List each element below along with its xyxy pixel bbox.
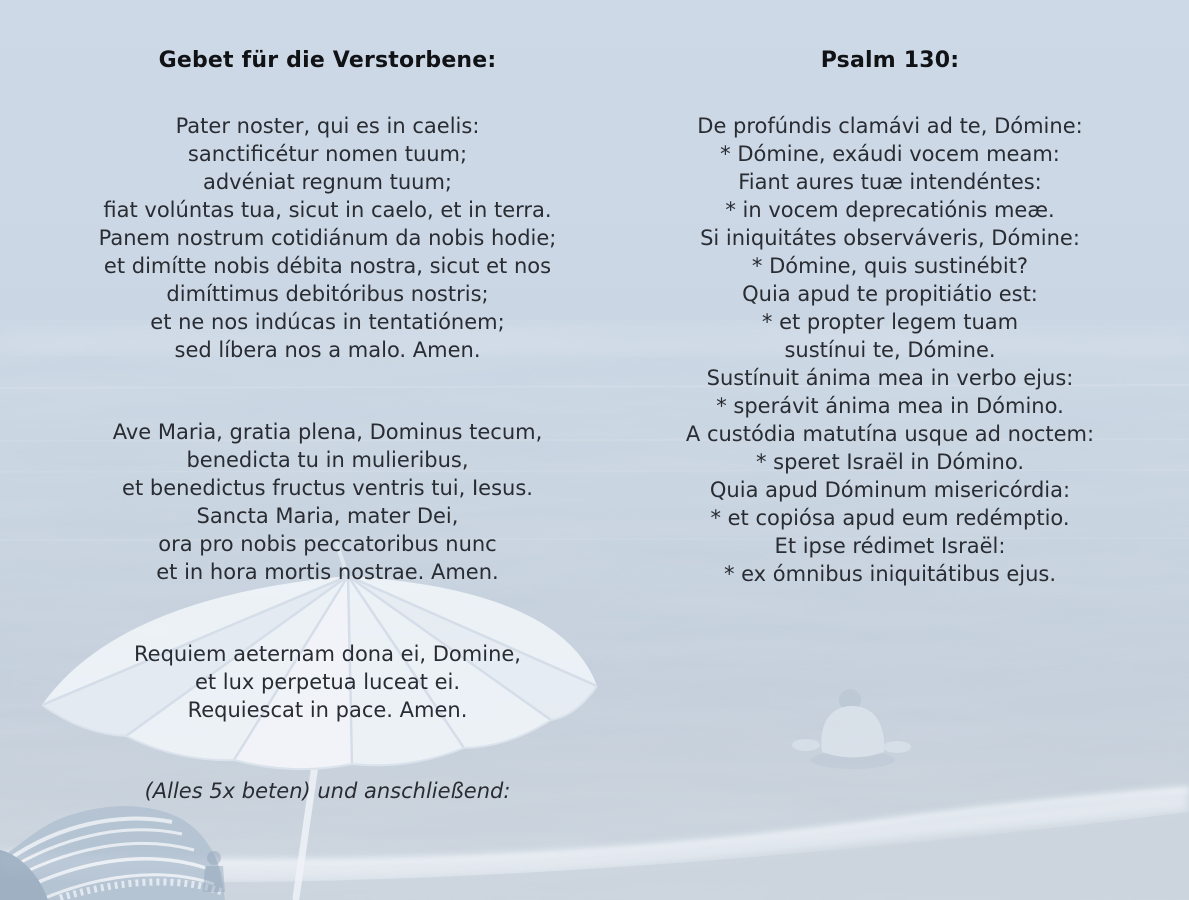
psalm-line: * Dómine, quis sustinébit? (751, 254, 1029, 278)
prayer-line: Requiem aeternam dona ei, Domine, (134, 642, 521, 666)
psalm-line: Quia apud Dóminum misericórdia: (709, 478, 1071, 502)
prayer-line: Panem nostrum cotidiánum da nobis hodie; (98, 226, 557, 250)
psalm-line: Et ipse rédimet Israël: (774, 534, 1006, 558)
bather-arm-left (792, 739, 820, 751)
prayer-line: et dimítte nobis débita nostra, sicut et nos (103, 254, 552, 278)
pater-noster-prayer (30, 112, 625, 364)
psalm-line: * speret Israël in Dómino. (755, 450, 1025, 474)
ave-maria-prayer (30, 418, 625, 586)
prayer-line: ora pro nobis peccatoribus nunc (158, 532, 497, 556)
bather-arm-right (883, 741, 911, 753)
psalm-line: * sperávit ánima mea in Dómino. (716, 394, 1064, 418)
psalm-line: Si iniquitátes observáveris, Dómine: (700, 226, 1080, 250)
prayer-line: et lux perpetua luceat ei. (194, 670, 461, 694)
psalm-line: sustínui te, Dómine. (784, 338, 996, 362)
prayer-line: et ne nos indúcas in tentatiónem; (150, 310, 505, 334)
instruction-note: (Alles 5x beten) und anschließend: (144, 779, 511, 803)
prayer-line: sed líbera nos a malo. Amen. (174, 338, 481, 362)
psalm-130-text (600, 112, 1180, 588)
psalm-line: Sustínuit ánima mea in verbo ejus: (706, 366, 1074, 390)
right-column (600, 46, 1180, 588)
prayer-line: advéniat regnum tuum; (202, 170, 453, 194)
left-column (30, 46, 625, 805)
prayer-line: fiat volúntas tua, sicut in caelo, et in terra. (103, 198, 552, 222)
prayer-line: dimíttimus debitóribus nostris; (166, 282, 489, 306)
right-column-title: Psalm 130: (820, 48, 960, 73)
psalm-line: * in vocem deprecatiónis meæ. (725, 198, 1055, 222)
prayer-line: Sancta Maria, mater Dei, (196, 504, 459, 528)
psalm-line: De profúndis clamávi ad te, Dómine: (697, 114, 1083, 138)
psalm-line: Fiant aures tuæ intendéntes: (738, 170, 1042, 194)
psalm-line: A custódia matutína usque ad noctem: (685, 422, 1095, 446)
prayer-line: sanctificétur nomen tuum; (187, 142, 468, 166)
prayer-line: et benedictus fructus ventris tui, Iesus. (122, 476, 533, 500)
psalm-line: * et propter legem tuam (761, 310, 1019, 334)
psalm-line: * Dómine, exáudi vocem meam: (720, 142, 1060, 166)
prayer-line: Requiescat in pace. Amen. (187, 698, 468, 722)
requiem-prayer (30, 640, 625, 724)
psalm-line: * et copiósa apud eum redémptio. (710, 506, 1070, 530)
prayer-line: Pater noster, qui es in caelis: (175, 114, 480, 138)
prayer-line: benedicta tu in mulieribus, (186, 448, 469, 472)
psalm-line: Quia apud te propitiátio est: (742, 282, 1038, 306)
prayer-line: et in hora mortis nostrae. Amen. (156, 560, 499, 584)
psalm-line: * ex ómnibus iniquitátibus ejus. (723, 562, 1057, 586)
prayer-line: Ave Maria, gratia plena, Dominus tecum, (112, 420, 543, 444)
left-column-title: Gebet für die Verstorbene: (158, 48, 497, 73)
